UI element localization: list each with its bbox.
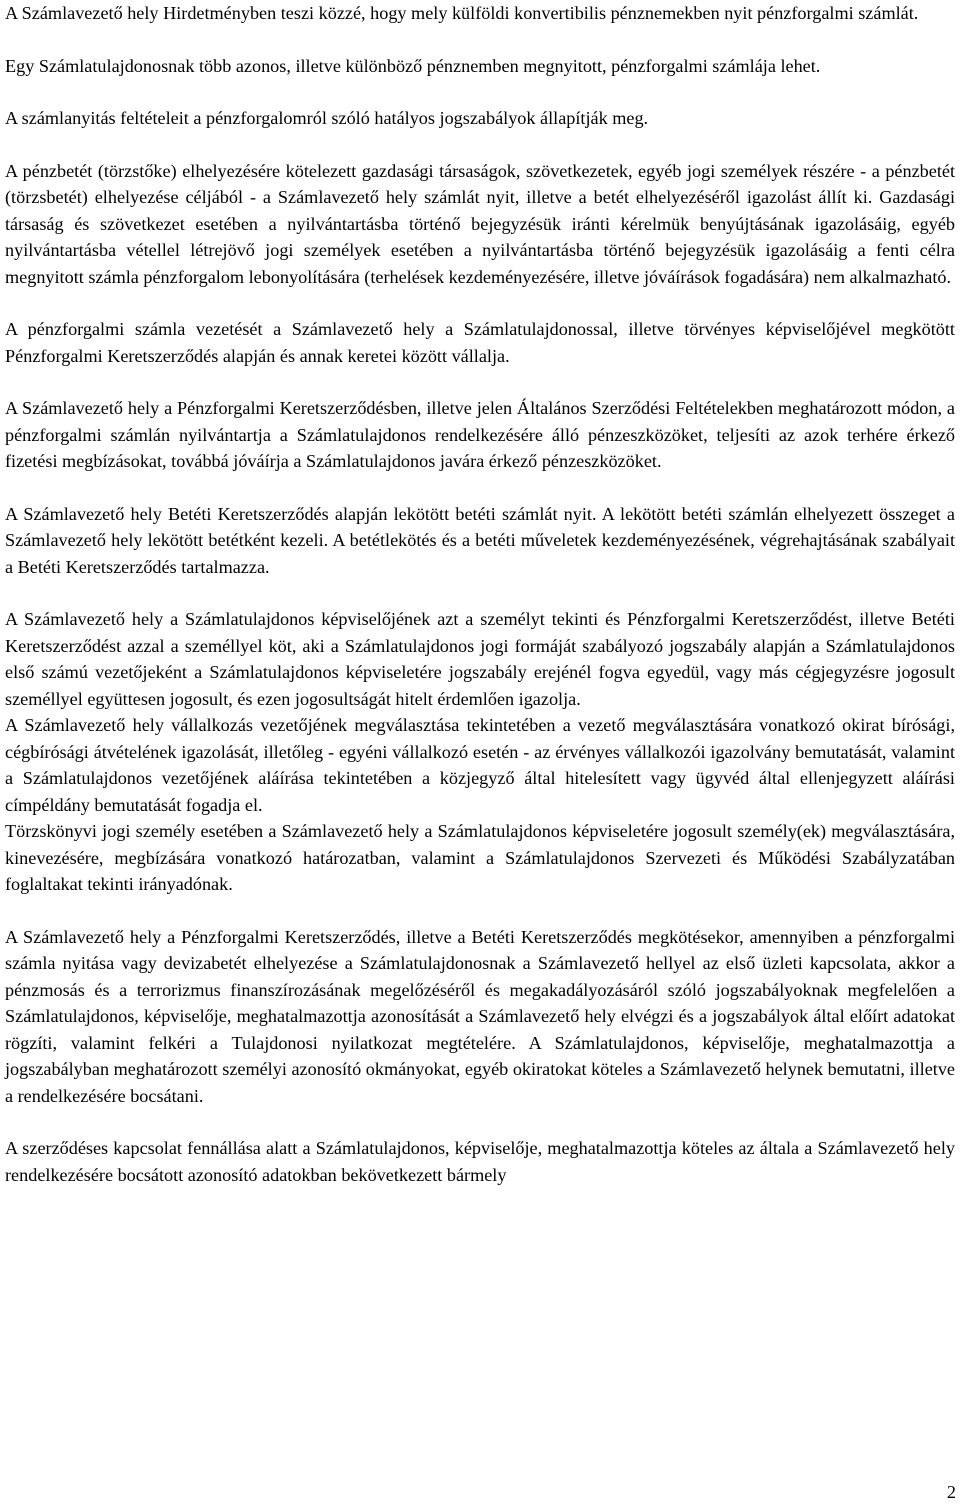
paragraph-convertible-currencies: A Számlavezető hely Hirdetményben teszi közzé, hogy mely külföldi konvertibilis pénznemekben nyit pénzforgalmi számlát. [5, 3, 919, 23]
paragraph-data-changes: A szerződéses kapcsolat fennállása alatt a Számlatulajdonos, képviselője, meghatalmazottja köteles az általa a Számlavezető hely rendelkezésére bocsátott azonosító adatokban bekövetkezett bármely [5, 1138, 955, 1185]
paragraph-capital-deposit: A pénzbetét (törzstőke) elhelyezésére kötelezett gazdasági társaságok, szövetkezetek, egyéb jogi személyek részére - a pénzbetét (törzsbetét) elhelyezése céljából - a Számlavezető hely számlát nyit, illetve a betét elhelyezéséről igazolást állít ki. Gazdasági társaság és szövetkezet esetében a nyilvántartásba történő bejegyzésük iránti kérelmük benyújtásának igazolásáig, egyéb nyilvántartásba vétellel létrejövő jogi személyek esetében a nyilvántartásba történő bejegyzésük igazolásáig a fenti célra megnyitott számla pénzforgalom lebonyolítására (terhelések kezdeményezésére, illetve jóváírások fogadására) nem alkalmazható. [5, 160, 955, 287]
paragraph-manager-election: A Számlavezető hely vállalkozás vezetőjének megválasztása tekintetében a vezető megválasztására vonatkozó okirat bírósági, cégbírósági átvételének igazolását, illetőleg - egyéni vállalkozó esetén - az érvényes vállalkozói igazolvány bemutatását, valamint a Számlatulajdonos vezetőjének aláírása tekintetében a közjegyző által hitelesített vagy ügyvéd által ellenjegyzett aláírási címpéldány bemutatását fogadja el. [5, 715, 955, 815]
paragraph-public-body: Törzskönyvi jogi személy esetében a Számlavezető hely a Számlatulajdonos képviseletére jogosult személy(ek) megválasztására, kinevezésére, megbízására vonatkozó határozatban, valamint a Számlatulajdonos Szervezeti és Működési Szabályzatában foglaltakat tekinti irányadónak. [5, 821, 955, 894]
paragraph-representative: A Számlavezető hely a Számlatulajdonos képviselőjének azt a személyt tekinti és Pénzforgalmi Keretszerződést, illetve Betéti Keretszerződést azzal a személlyel köt, aki a Számlatulajdonos jogi formáját szabályozó jogszabály alapján a Számlatulajdonos első számú vezetőjeként a Számlatulajdonos képviseletére jogszabály erejénél fogva egyedül, vagy más cégjegyzésre jogosult személlyel együttesen jogosult, és ezen jogosultságát hitelt érdemlően igazolja. [5, 609, 955, 709]
document-page [5, 0, 955, 1188]
page-number: 2 [946, 1482, 956, 1502]
paragraph-account-management: A pénzforgalmi számla vezetését a Számlavezető hely a Számlatulajdonossal, illetve törvényes képviselőjével megkötött Pénzforgalmi Keretszerződés alapján és annak keretei között vállalja. [5, 319, 955, 366]
paragraph-account-records: A Számlavezető hely a Pénzforgalmi Keretszerződésben, illetve jelen Általános Szerződési Feltételekben meghatározott módon, a pénzforgalmi számlán nyilvántartja a Számlatulajdonos rendelkezésére álló pénzeszközöket, teljesíti az azok terhére érkező fizetési megbízásokat, továbbá jóváírja a Számlatulajdonos javára érkező pénzeszközöket. [5, 398, 955, 471]
paragraph-multiple-accounts: Egy Számlatulajdonosnak több azonos, illetve különböző pénznemben megnyitott, pénzforgalmi számlája lehet. [5, 55, 821, 76]
paragraph-opening-conditions: A számlanyitás feltételeit a pénzforgalomról szóló hatályos jogszabályok állapítják meg. [5, 108, 649, 128]
paragraph-fixed-deposit: A Számlavezető hely Betéti Keretszerződés alapján lekötött betéti számlát nyit. A lekötött betéti számlán elhelyezett összeget a Számlavezető hely lekötött betétként kezeli. A betétlekötés és a betéti műveletek kezdeményezésének, végrehajtásának szabályait a Betéti Keretszerződés tartalmazza. [5, 503, 955, 577]
paragraph-identification: A Számlavezető hely a Pénzforgalmi Keretszerződés, illetve a Betéti Keretszerződés megkötésekor, amennyiben a pénzforgalmi számla nyitása vagy devizabetét elhelyezése a Számlatulajdonosnak a Számlavezető hellyel az első üzleti kapcsolata, akkor a pénzmosás és a terrorizmus finanszírozásának megelőzéséről és megakadályozásáról szóló jogszabályoknak megfelelően a Számlatulajdonos, képviselője, meghatalmazottja azonosítását a Számlavezető hely elvégzi és a jogszabályok által előírt adatokat rögzíti, valamint felkéri a Tulajdonosi nyilatkozat megtételére. A Számlatulajdonos, képviselője, meghatalmazottja a jogszabályban meghatározott személyi azonosító okmányokat, egyéb okiratokat köteles a Számlavezető helynek bemutatni, illetve a rendelkezésére bocsátani. [5, 926, 955, 1106]
